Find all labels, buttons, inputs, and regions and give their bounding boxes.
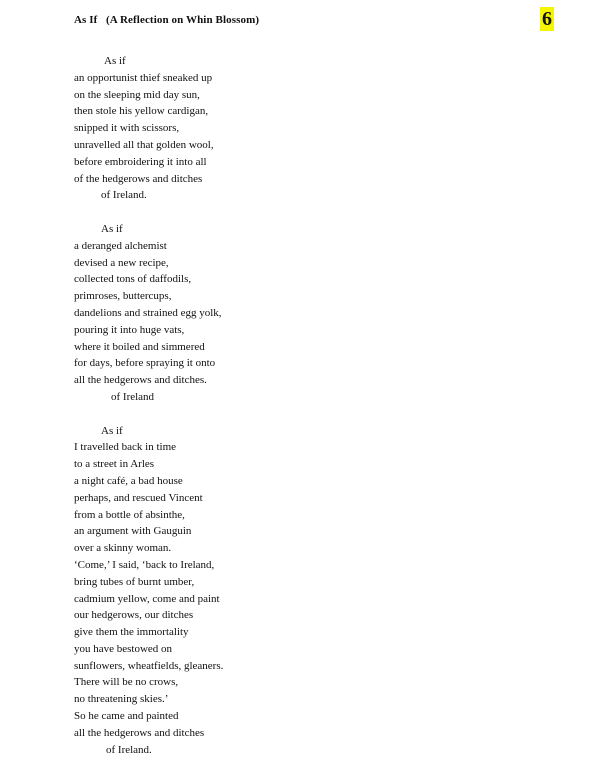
poem-line: no threatening skies.’ bbox=[74, 693, 169, 706]
poem-line: cadmium yellow, come and paint bbox=[74, 592, 220, 605]
poem-body bbox=[74, 53, 334, 758]
poem-line: from a bottle of absinthe, bbox=[74, 508, 185, 521]
poem-line: for days, before spraying it onto bbox=[74, 357, 216, 370]
poem-line: a night café, a bad house bbox=[74, 474, 183, 487]
poem-line: of the hedgerows and ditches bbox=[74, 172, 203, 185]
poem-line: As if bbox=[104, 55, 126, 67]
poem-line: over a skinny woman. bbox=[74, 542, 172, 555]
poem-line: all the hedgerows and ditches bbox=[74, 726, 205, 739]
poem-line: I travelled back in time bbox=[74, 441, 177, 454]
poem-line: our hedgerows, our ditches bbox=[74, 609, 194, 622]
poem-line: ‘Come,’ I said, ‘back to Ireland, bbox=[74, 558, 215, 571]
poem-line: As if bbox=[101, 424, 123, 437]
poem-line: snipped it with scissors, bbox=[74, 122, 180, 135]
poem-line: an opportunist thief sneaked up bbox=[74, 71, 213, 84]
poem-line: primroses, buttercups, bbox=[74, 290, 172, 303]
poem-line: where it boiled and simmered bbox=[74, 340, 205, 353]
poem-line: pouring it into huge vats, bbox=[74, 323, 185, 336]
poem-line: a deranged alchemist bbox=[74, 239, 167, 252]
poem-line: an argument with Gauguin bbox=[74, 525, 192, 538]
poem-line: So he came and painted bbox=[74, 710, 179, 723]
poem-title: As If (A Reflection on Whin Blossom) bbox=[74, 14, 260, 26]
poem-line: sunflowers, wheatfields, gleaners. bbox=[74, 659, 224, 672]
stanza-2 bbox=[74, 221, 334, 406]
poem-line: bring tubes of burnt umber, bbox=[74, 575, 195, 588]
poem-line: before embroidering it into all bbox=[74, 155, 207, 168]
poem-line: dandelions and strained egg yolk, bbox=[74, 306, 222, 319]
poem-line: devised a new recipe, bbox=[74, 256, 169, 269]
poem-line: to a street in Arles bbox=[74, 458, 155, 471]
poem-line: you have bestowed on bbox=[74, 642, 173, 655]
poem-line: then stole his yellow cardigan, bbox=[74, 105, 209, 118]
poem-line: unravelled all that golden wool, bbox=[74, 138, 214, 151]
poem-line: of Ireland. bbox=[106, 743, 152, 756]
poem-line: of Ireland. bbox=[101, 189, 147, 202]
poem-line: on the sleeping mid day sun, bbox=[74, 88, 200, 101]
poem-line: perhaps, and rescued Vincent bbox=[74, 491, 203, 504]
stanza-1 bbox=[74, 53, 334, 204]
poem-line: give them the immortality bbox=[74, 626, 189, 639]
poem-line: As if bbox=[101, 222, 123, 235]
poem-line: There will be no crows, bbox=[74, 676, 179, 689]
poem-line: all the hedgerows and ditches. bbox=[74, 374, 207, 387]
page-number: 6 bbox=[542, 8, 552, 30]
poem-line: collected tons of daffodils, bbox=[74, 273, 192, 286]
stanza-3 bbox=[74, 423, 334, 759]
poem-line: of Ireland bbox=[111, 390, 155, 403]
